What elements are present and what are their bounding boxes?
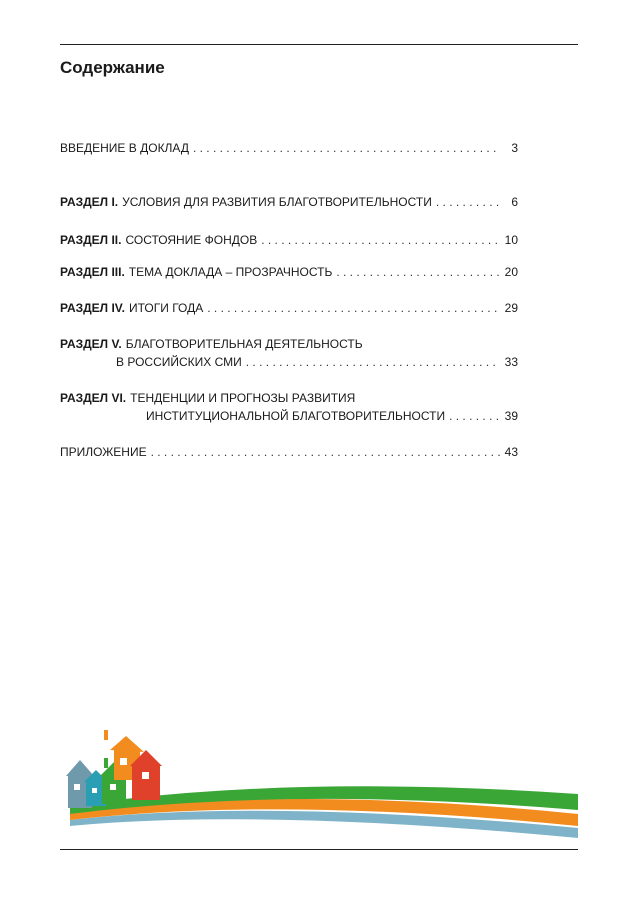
toc-section-label: РАЗДЕЛ IV.	[60, 301, 126, 315]
toc-section-label: РАЗДЕЛ V.	[60, 337, 122, 351]
toc-entry-title: ВВЕДЕНИЕ В ДОКЛАД	[60, 141, 189, 155]
toc-entry-title-continued: В РОССИЙСКИХ СМИ	[116, 355, 242, 369]
toc-section-label: РАЗДЕЛ VI.	[60, 391, 127, 405]
dot-leader	[436, 194, 500, 210]
toc-entry-title: ТЕМА ДОКЛАДА – ПРОЗРАЧНОСТЬ	[128, 265, 333, 279]
toc-page-number: 3	[511, 141, 518, 155]
dot-leader	[193, 140, 500, 156]
dot-leader	[246, 354, 500, 370]
dot-leader	[336, 264, 500, 280]
toc-entry-section-2[interactable]	[60, 232, 518, 248]
page-title: Содержание	[60, 58, 165, 77]
toc-entry-title: ТЕНДЕНЦИИ И ПРОГНОЗЫ РАЗВИТИЯ	[130, 391, 356, 405]
toc-section-label: РАЗДЕЛ II.	[60, 233, 122, 247]
toc-page-number: 20	[504, 265, 518, 279]
toc-entry-title-continued: ИНСТИТУЦИОНАЛЬНОЙ БЛАГОТВОРИТЕЛЬНОСТИ	[146, 409, 446, 423]
toc-page-number: 29	[504, 301, 518, 315]
toc-entry-section-5[interactable]	[60, 336, 518, 370]
toc-page-number: 10	[504, 233, 518, 247]
toc-entry-title: СОСТОЯНИЕ ФОНДОВ	[125, 233, 258, 247]
toc-entry-title: БЛАГОТВОРИТЕЛЬНАЯ ДЕЯТЕЛЬНОСТЬ	[125, 337, 363, 351]
toc-entry-title: ПРИЛОЖЕНИЕ	[60, 445, 147, 459]
toc-page-number: 6	[511, 195, 518, 209]
bottom-rule	[60, 849, 578, 850]
toc-entry-title: ИТОГИ ГОДА	[129, 301, 204, 315]
toc-entry-title: УСЛОВИЯ ДЛЯ РАЗВИТИЯ БЛАГОТВОРИТЕЛЬНОСТИ	[122, 195, 432, 209]
toc-entry-section-4[interactable]	[60, 300, 518, 316]
dot-leader	[151, 444, 500, 460]
toc-section-label: РАЗДЕЛ III.	[60, 265, 125, 279]
toc-entry-section-1[interactable]	[60, 194, 518, 210]
dot-leader	[207, 300, 500, 316]
dot-leader	[261, 232, 500, 248]
toc-entry-appendix[interactable]	[60, 444, 518, 460]
toc-page-number: 33	[504, 355, 518, 369]
toc-section-label: РАЗДЕЛ I.	[60, 195, 119, 209]
toc-page-number: 43	[504, 445, 518, 459]
dot-leader	[449, 408, 500, 424]
top-rule	[60, 44, 578, 45]
toc-entry-intro[interactable]	[60, 140, 518, 156]
toc-entry-section-6[interactable]	[60, 390, 518, 424]
houses-logo	[60, 728, 578, 838]
toc-page-number: 39	[504, 409, 518, 423]
toc-entry-section-3[interactable]	[60, 264, 518, 280]
